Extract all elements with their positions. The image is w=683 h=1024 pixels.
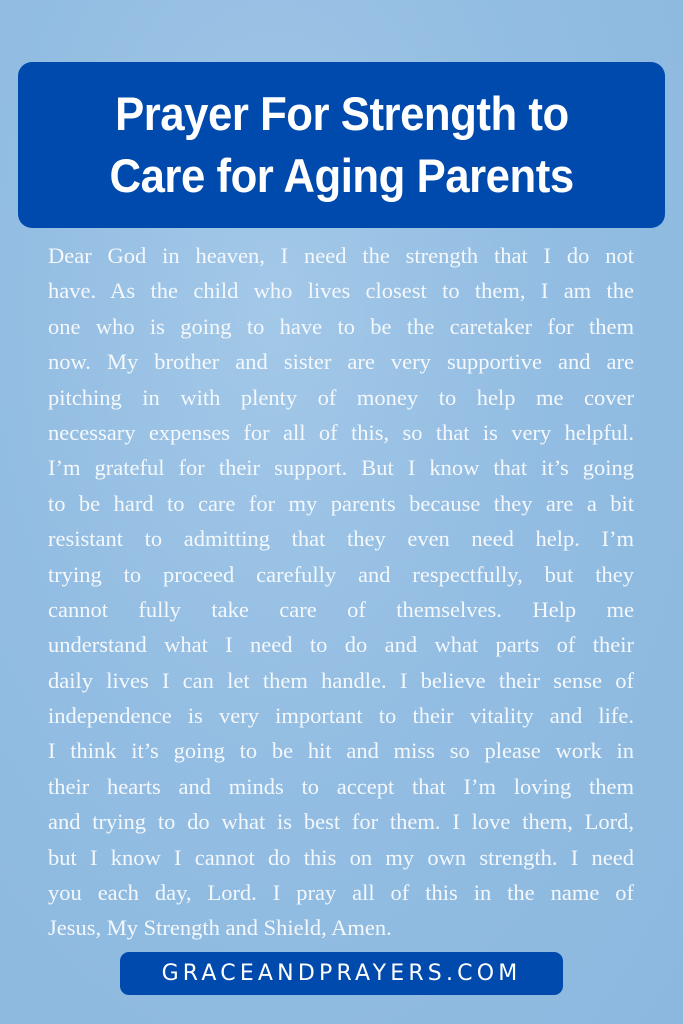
prayer-line: understand what I need to do and what parts of their	[48, 632, 634, 658]
prayer-line: I think it’s going to be hit and miss so please work in	[48, 738, 634, 764]
title-line-2: Care for Aging Parents	[109, 149, 574, 202]
prayer-line: cannot fully take care of themselves. Help me	[48, 596, 634, 622]
prayer-line: independence is very important to their vitality and life.	[48, 703, 634, 729]
prayer-line: necessary expenses for all of this, so that is very helpful.	[48, 419, 634, 445]
prayer-line: Jesus, My Strength and Shield, Amen.	[48, 915, 392, 941]
prayer-line: I’m grateful for their support. But I know that it’s going	[48, 455, 634, 481]
prayer-line: pitching in with plenty of money to help me cover	[48, 384, 634, 410]
prayer-line: to be hard to care for my parents because they are a bit	[48, 490, 634, 516]
prayer-line: have. As the child who lives closest to them, I am the	[48, 278, 634, 304]
prayer-text	[48, 238, 634, 946]
prayer-line: but I know I cannot do this on my own strength. I need	[48, 844, 634, 870]
title-line-1: Prayer For Strength to	[114, 87, 569, 140]
prayer-line: Dear God in heaven, I need the strength that I do not	[48, 243, 634, 268]
prayer-line: daily lives I can let them handle. I believe their sense of	[48, 667, 634, 693]
prayer-line: and trying to do what is best for them. I love them, Lord,	[48, 809, 634, 835]
prayer-line: resistant to admitting that they even need help. I’m	[48, 526, 634, 552]
website-label: GRACEANDPRAYERS.COM	[161, 961, 522, 986]
prayer-line: you each day, Lord. I pray all of this in the name of	[48, 880, 634, 906]
website-badge	[120, 952, 563, 995]
prayer-line: trying to proceed carefully and respectfully, but they	[48, 561, 634, 587]
prayer-line: now. My brother and sister are very supportive and are	[48, 349, 634, 375]
prayer-line: their hearts and minds to accept that I’m loving them	[48, 773, 634, 799]
title-banner	[18, 62, 665, 228]
prayer-line: one who is going to have to be the caretaker for them	[48, 313, 634, 339]
